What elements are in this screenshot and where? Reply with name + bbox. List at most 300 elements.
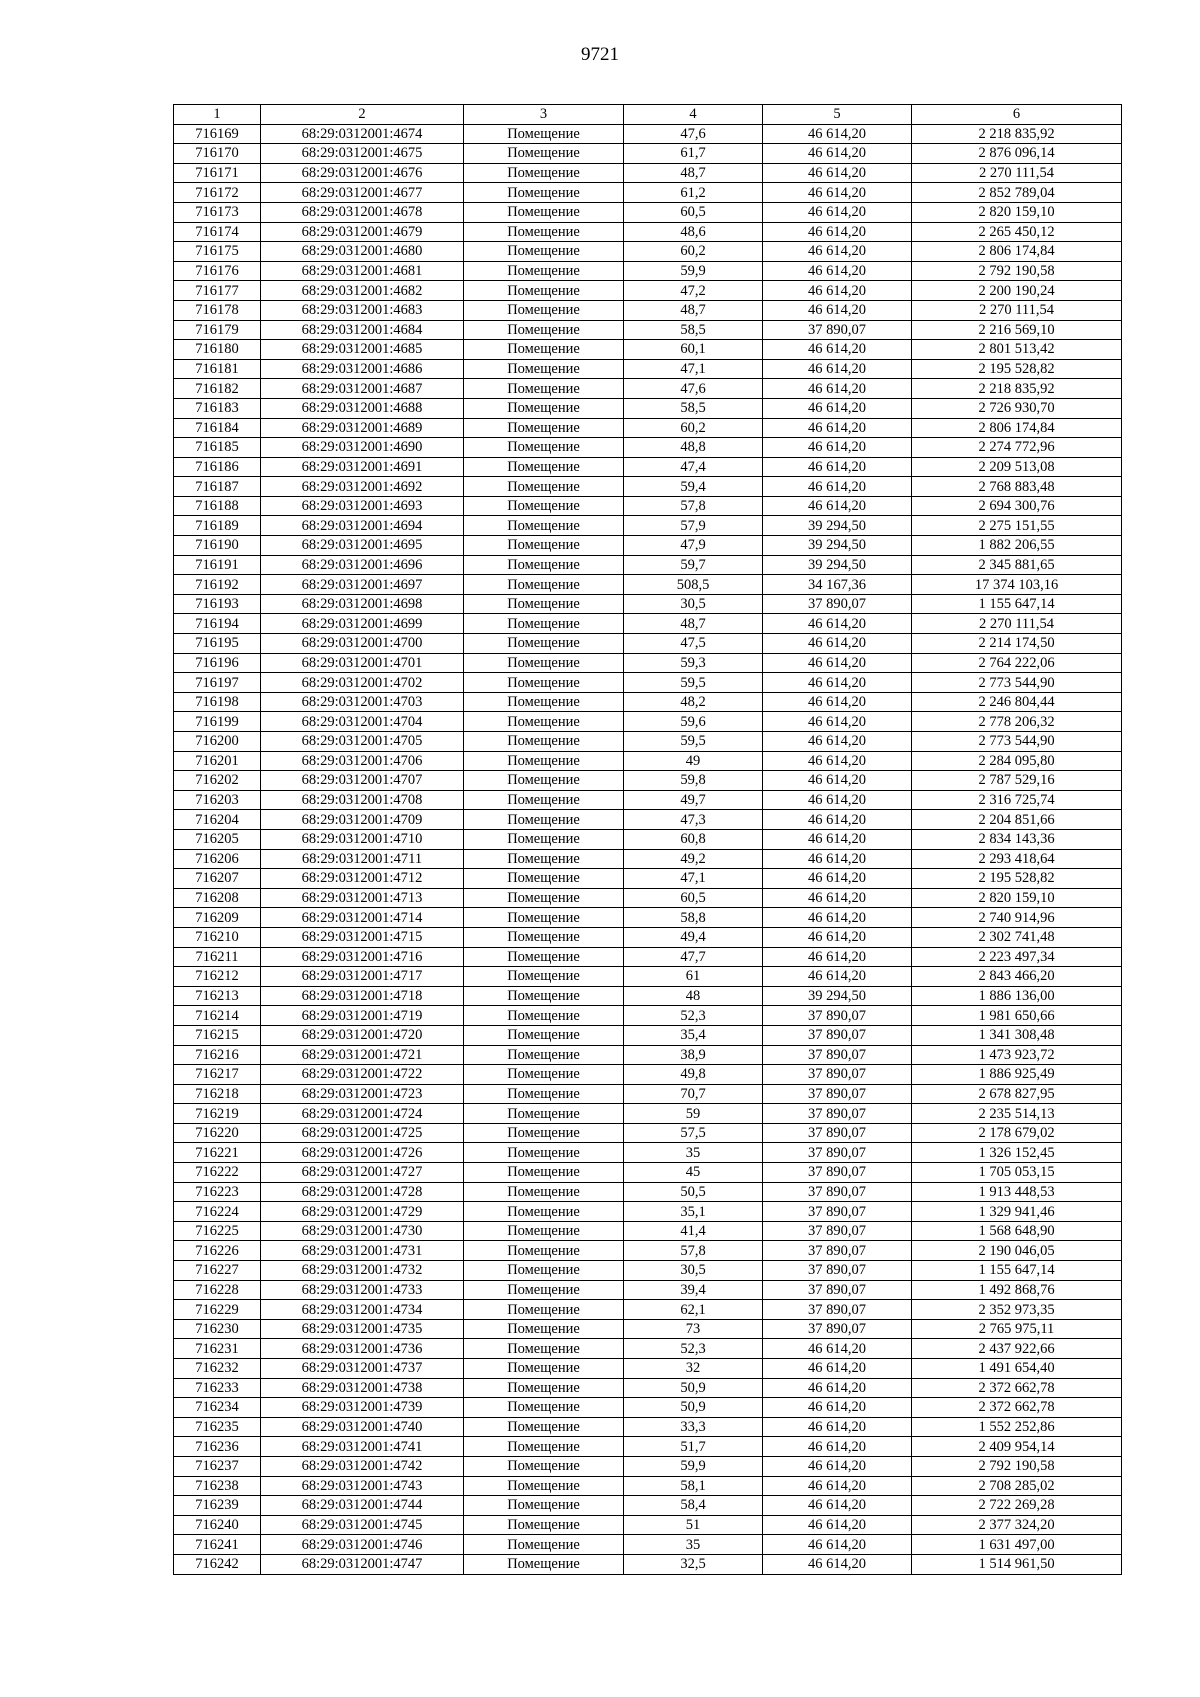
row-number-cell: 716173 <box>174 202 261 222</box>
unit-value-cell: 46 614,20 <box>763 869 912 889</box>
row-number-cell: 716172 <box>174 183 261 203</box>
row-number-cell: 716240 <box>174 1515 261 1535</box>
unit-value-cell: 46 614,20 <box>763 849 912 869</box>
table-row <box>174 438 1122 458</box>
object-type-cell: Помещение <box>464 281 624 301</box>
area-cell: 47,3 <box>624 810 763 830</box>
cadastral-number-cell: 68:29:0312001:4689 <box>261 418 464 438</box>
cadastral-value-cell: 2 372 662,78 <box>912 1398 1122 1418</box>
object-type-cell: Помещение <box>464 634 624 654</box>
cadastral-number-cell: 68:29:0312001:4730 <box>261 1221 464 1241</box>
cadastral-number-cell: 68:29:0312001:4747 <box>261 1554 464 1574</box>
area-cell: 45 <box>624 1163 763 1183</box>
header-row <box>174 105 1122 125</box>
object-type-cell: Помещение <box>464 398 624 418</box>
cadastral-value-cell: 2 409 954,14 <box>912 1437 1122 1457</box>
table-row <box>174 398 1122 418</box>
cadastral-number-cell: 68:29:0312001:4716 <box>261 947 464 967</box>
object-type-cell: Помещение <box>464 1025 624 1045</box>
object-type-cell: Помещение <box>464 927 624 947</box>
table-row <box>174 1065 1122 1085</box>
row-number-cell: 716230 <box>174 1319 261 1339</box>
cadastral-number-cell: 68:29:0312001:4739 <box>261 1398 464 1418</box>
area-cell: 70,7 <box>624 1084 763 1104</box>
cadastral-value-cell: 2 265 450,12 <box>912 222 1122 242</box>
row-number-cell: 716191 <box>174 555 261 575</box>
area-cell: 60,8 <box>624 829 763 849</box>
cadastral-number-cell: 68:29:0312001:4693 <box>261 496 464 516</box>
cadastral-number-cell: 68:29:0312001:4734 <box>261 1300 464 1320</box>
table-row <box>174 1123 1122 1143</box>
cadastral-value-cell: 2 209 513,08 <box>912 457 1122 477</box>
cadastral-number-cell: 68:29:0312001:4704 <box>261 712 464 732</box>
area-cell: 57,9 <box>624 516 763 536</box>
cadastral-value-cell: 1 329 941,46 <box>912 1202 1122 1222</box>
object-type-cell: Помещение <box>464 1319 624 1339</box>
table-row <box>174 1359 1122 1379</box>
unit-value-cell: 46 614,20 <box>763 1417 912 1437</box>
row-number-cell: 716178 <box>174 300 261 320</box>
table-row <box>174 1084 1122 1104</box>
area-cell: 47,9 <box>624 536 763 556</box>
object-type-cell: Помещение <box>464 359 624 379</box>
area-cell: 39,4 <box>624 1280 763 1300</box>
unit-value-cell: 46 614,20 <box>763 1359 912 1379</box>
area-cell: 52,3 <box>624 1006 763 1026</box>
unit-value-cell: 37 890,07 <box>763 1143 912 1163</box>
unit-value-cell: 46 614,20 <box>763 732 912 752</box>
row-number-cell: 716183 <box>174 398 261 418</box>
cadastral-value-cell: 1 882 206,55 <box>912 536 1122 556</box>
unit-value-cell: 39 294,50 <box>763 536 912 556</box>
object-type-cell: Помещение <box>464 438 624 458</box>
cadastral-number-cell: 68:29:0312001:4687 <box>261 379 464 399</box>
object-type-cell: Помещение <box>464 202 624 222</box>
object-type-cell: Помещение <box>464 1261 624 1281</box>
object-type-cell: Помещение <box>464 986 624 1006</box>
unit-value-cell: 46 614,20 <box>763 692 912 712</box>
unit-value-cell: 46 614,20 <box>763 438 912 458</box>
object-type-cell: Помещение <box>464 1554 624 1574</box>
row-number-cell: 716228 <box>174 1280 261 1300</box>
cadastral-number-cell: 68:29:0312001:4728 <box>261 1182 464 1202</box>
row-number-cell: 716193 <box>174 594 261 614</box>
unit-value-cell: 46 614,20 <box>763 1515 912 1535</box>
table-row <box>174 242 1122 262</box>
cadastral-value-cell: 2 834 143,36 <box>912 829 1122 849</box>
object-type-cell: Помещение <box>464 1417 624 1437</box>
table-row <box>174 712 1122 732</box>
row-number-cell: 716227 <box>174 1261 261 1281</box>
unit-value-cell: 37 890,07 <box>763 1006 912 1026</box>
object-type-cell: Помещение <box>464 1437 624 1457</box>
cadastral-value-cell: 2 195 528,82 <box>912 869 1122 889</box>
cadastral-value-cell: 2 765 975,11 <box>912 1319 1122 1339</box>
row-number-cell: 716219 <box>174 1104 261 1124</box>
object-type-cell: Помещение <box>464 692 624 712</box>
area-cell: 47,6 <box>624 124 763 144</box>
object-type-cell: Помещение <box>464 653 624 673</box>
unit-value-cell: 46 614,20 <box>763 927 912 947</box>
object-type-cell: Помещение <box>464 614 624 634</box>
area-cell: 48,7 <box>624 300 763 320</box>
cadastral-value-cell: 1 491 654,40 <box>912 1359 1122 1379</box>
row-number-cell: 716225 <box>174 1221 261 1241</box>
row-number-cell: 716194 <box>174 614 261 634</box>
object-type-cell: Помещение <box>464 967 624 987</box>
unit-value-cell: 37 890,07 <box>763 1163 912 1183</box>
unit-value-cell: 46 614,20 <box>763 300 912 320</box>
area-cell: 59 <box>624 1104 763 1124</box>
area-cell: 48,7 <box>624 163 763 183</box>
unit-value-cell: 46 614,20 <box>763 144 912 164</box>
area-cell: 59,5 <box>624 732 763 752</box>
unit-value-cell: 37 890,07 <box>763 1319 912 1339</box>
area-cell: 47,1 <box>624 359 763 379</box>
cadastral-number-cell: 68:29:0312001:4714 <box>261 908 464 928</box>
area-cell: 47,2 <box>624 281 763 301</box>
row-number-cell: 716169 <box>174 124 261 144</box>
cadastral-value-cell: 1 341 308,48 <box>912 1025 1122 1045</box>
cadastral-number-cell: 68:29:0312001:4707 <box>261 771 464 791</box>
object-type-cell: Помещение <box>464 1515 624 1535</box>
cadastral-value-cell: 2 270 111,54 <box>912 614 1122 634</box>
cadastral-value-cell: 2 740 914,96 <box>912 908 1122 928</box>
cadastral-number-cell: 68:29:0312001:4696 <box>261 555 464 575</box>
table-row <box>174 359 1122 379</box>
unit-value-cell: 37 890,07 <box>763 1025 912 1045</box>
table-row <box>174 1437 1122 1457</box>
unit-value-cell: 46 614,20 <box>763 653 912 673</box>
area-cell: 60,2 <box>624 242 763 262</box>
unit-value-cell: 46 614,20 <box>763 790 912 810</box>
row-number-cell: 716226 <box>174 1241 261 1261</box>
area-cell: 59,6 <box>624 712 763 732</box>
object-type-cell: Помещение <box>464 594 624 614</box>
cadastral-number-cell: 68:29:0312001:4686 <box>261 359 464 379</box>
cadastral-number-cell: 68:29:0312001:4745 <box>261 1515 464 1535</box>
area-cell: 35 <box>624 1143 763 1163</box>
cadastral-number-cell: 68:29:0312001:4738 <box>261 1378 464 1398</box>
cadastral-value-cell: 2 801 513,42 <box>912 340 1122 360</box>
unit-value-cell: 37 890,07 <box>763 1202 912 1222</box>
row-number-cell: 716198 <box>174 692 261 712</box>
row-number-cell: 716197 <box>174 673 261 693</box>
column-header: 2 <box>261 105 464 125</box>
unit-value-cell: 39 294,50 <box>763 986 912 1006</box>
unit-value-cell: 46 614,20 <box>763 1496 912 1516</box>
table-row <box>174 849 1122 869</box>
area-cell: 47,5 <box>624 634 763 654</box>
area-cell: 58,8 <box>624 908 763 928</box>
table-row <box>174 1300 1122 1320</box>
area-cell: 59,9 <box>624 261 763 281</box>
unit-value-cell: 46 614,20 <box>763 967 912 987</box>
cadastral-number-cell: 68:29:0312001:4718 <box>261 986 464 1006</box>
row-number-cell: 716177 <box>174 281 261 301</box>
row-number-cell: 716207 <box>174 869 261 889</box>
object-type-cell: Помещение <box>464 1241 624 1261</box>
object-type-cell: Помещение <box>464 418 624 438</box>
area-cell: 38,9 <box>624 1045 763 1065</box>
cadastral-number-cell: 68:29:0312001:4720 <box>261 1025 464 1045</box>
row-number-cell: 716195 <box>174 634 261 654</box>
cadastral-value-cell: 2 275 151,55 <box>912 516 1122 536</box>
row-number-cell: 716224 <box>174 1202 261 1222</box>
cadastral-number-cell: 68:29:0312001:4677 <box>261 183 464 203</box>
cadastral-number-cell: 68:29:0312001:4688 <box>261 398 464 418</box>
unit-value-cell: 37 890,07 <box>763 1104 912 1124</box>
unit-value-cell: 46 614,20 <box>763 1378 912 1398</box>
cadastral-number-cell: 68:29:0312001:4741 <box>261 1437 464 1457</box>
table-row <box>174 1319 1122 1339</box>
cadastral-value-cell: 1 473 923,72 <box>912 1045 1122 1065</box>
area-cell: 57,8 <box>624 496 763 516</box>
object-type-cell: Помещение <box>464 712 624 732</box>
area-cell: 49,4 <box>624 927 763 947</box>
cadastral-value-cell: 1 705 053,15 <box>912 1163 1122 1183</box>
cadastral-value-cell: 2 792 190,58 <box>912 261 1122 281</box>
area-cell: 49,2 <box>624 849 763 869</box>
cadastral-value-cell: 2 437 922,66 <box>912 1339 1122 1359</box>
column-header: 3 <box>464 105 624 125</box>
row-number-cell: 716174 <box>174 222 261 242</box>
cadastral-number-cell: 68:29:0312001:4676 <box>261 163 464 183</box>
table-row <box>174 869 1122 889</box>
table-row <box>174 810 1122 830</box>
table-row <box>174 1339 1122 1359</box>
table-row <box>174 947 1122 967</box>
unit-value-cell: 37 890,07 <box>763 1261 912 1281</box>
area-cell: 30,5 <box>624 594 763 614</box>
table-row <box>174 1182 1122 1202</box>
row-number-cell: 716187 <box>174 477 261 497</box>
cadastral-value-cell: 17 374 103,16 <box>912 575 1122 595</box>
cadastral-number-cell: 68:29:0312001:4684 <box>261 320 464 340</box>
row-number-cell: 716218 <box>174 1084 261 1104</box>
row-number-cell: 716179 <box>174 320 261 340</box>
object-type-cell: Помещение <box>464 1006 624 1026</box>
row-number-cell: 716201 <box>174 751 261 771</box>
row-number-cell: 716238 <box>174 1476 261 1496</box>
table-row <box>174 751 1122 771</box>
object-type-cell: Помещение <box>464 575 624 595</box>
row-number-cell: 716200 <box>174 732 261 752</box>
object-type-cell: Помещение <box>464 242 624 262</box>
object-type-cell: Помещение <box>464 496 624 516</box>
table-row <box>174 340 1122 360</box>
table-row <box>174 1280 1122 1300</box>
cadastral-number-cell: 68:29:0312001:4695 <box>261 536 464 556</box>
cadastral-number-cell: 68:29:0312001:4694 <box>261 516 464 536</box>
row-number-cell: 716242 <box>174 1554 261 1574</box>
area-cell: 48,8 <box>624 438 763 458</box>
unit-value-cell: 46 614,20 <box>763 712 912 732</box>
row-number-cell: 716220 <box>174 1123 261 1143</box>
table-row <box>174 1476 1122 1496</box>
table-row <box>174 908 1122 928</box>
row-number-cell: 716181 <box>174 359 261 379</box>
object-type-cell: Помещение <box>464 673 624 693</box>
unit-value-cell: 37 890,07 <box>763 320 912 340</box>
object-type-cell: Помещение <box>464 516 624 536</box>
object-type-cell: Помещение <box>464 908 624 928</box>
area-cell: 51,7 <box>624 1437 763 1457</box>
cadastral-number-cell: 68:29:0312001:4743 <box>261 1476 464 1496</box>
row-number-cell: 716176 <box>174 261 261 281</box>
object-type-cell: Помещение <box>464 888 624 908</box>
table-row <box>174 771 1122 791</box>
table-row <box>174 673 1122 693</box>
table-row <box>174 379 1122 399</box>
area-cell: 33,3 <box>624 1417 763 1437</box>
area-cell: 35,4 <box>624 1025 763 1045</box>
row-number-cell: 716170 <box>174 144 261 164</box>
table-row <box>174 1535 1122 1555</box>
table-row <box>174 829 1122 849</box>
object-type-cell: Помещение <box>464 947 624 967</box>
area-cell: 52,3 <box>624 1339 763 1359</box>
cadastral-number-cell: 68:29:0312001:4680 <box>261 242 464 262</box>
unit-value-cell: 46 614,20 <box>763 496 912 516</box>
row-number-cell: 716208 <box>174 888 261 908</box>
cadastral-number-cell: 68:29:0312001:4732 <box>261 1261 464 1281</box>
row-number-cell: 716233 <box>174 1378 261 1398</box>
object-type-cell: Помещение <box>464 379 624 399</box>
area-cell: 508,5 <box>624 575 763 595</box>
unit-value-cell: 37 890,07 <box>763 1221 912 1241</box>
unit-value-cell: 46 614,20 <box>763 183 912 203</box>
cadastral-value-cell: 2 372 662,78 <box>912 1378 1122 1398</box>
unit-value-cell: 37 890,07 <box>763 1123 912 1143</box>
cadastral-number-cell: 68:29:0312001:4697 <box>261 575 464 595</box>
table-row <box>174 1025 1122 1045</box>
table-row <box>174 1554 1122 1574</box>
row-number-cell: 716171 <box>174 163 261 183</box>
row-number-cell: 716184 <box>174 418 261 438</box>
cadastral-value-cell: 2 806 174,84 <box>912 418 1122 438</box>
row-number-cell: 716223 <box>174 1182 261 1202</box>
table-row <box>174 202 1122 222</box>
table-row <box>174 124 1122 144</box>
cadastral-number-cell: 68:29:0312001:4713 <box>261 888 464 908</box>
table-row <box>174 496 1122 516</box>
row-number-cell: 716196 <box>174 653 261 673</box>
row-number-cell: 716203 <box>174 790 261 810</box>
table-row <box>174 594 1122 614</box>
unit-value-cell: 46 614,20 <box>763 379 912 399</box>
area-cell: 58,5 <box>624 398 763 418</box>
row-number-cell: 716205 <box>174 829 261 849</box>
row-number-cell: 716217 <box>174 1065 261 1085</box>
unit-value-cell: 37 890,07 <box>763 594 912 614</box>
unit-value-cell: 46 614,20 <box>763 1476 912 1496</box>
area-cell: 48,7 <box>624 614 763 634</box>
unit-value-cell: 46 614,20 <box>763 908 912 928</box>
unit-value-cell: 46 614,20 <box>763 751 912 771</box>
unit-value-cell: 37 890,07 <box>763 1241 912 1261</box>
area-cell: 59,8 <box>624 771 763 791</box>
unit-value-cell: 46 614,20 <box>763 634 912 654</box>
cadastral-value-cell: 2 787 529,16 <box>912 771 1122 791</box>
area-cell: 60,5 <box>624 888 763 908</box>
cadastral-number-cell: 68:29:0312001:4711 <box>261 849 464 869</box>
cadastral-number-cell: 68:29:0312001:4705 <box>261 732 464 752</box>
row-number-cell: 716188 <box>174 496 261 516</box>
unit-value-cell: 46 614,20 <box>763 242 912 262</box>
column-header: 6 <box>912 105 1122 125</box>
area-cell: 61,2 <box>624 183 763 203</box>
cadastral-value-cell: 2 284 095,80 <box>912 751 1122 771</box>
unit-value-cell: 46 614,20 <box>763 947 912 967</box>
table-row <box>174 1378 1122 1398</box>
table-row <box>174 418 1122 438</box>
cadastral-number-cell: 68:29:0312001:4735 <box>261 1319 464 1339</box>
table-row <box>174 653 1122 673</box>
object-type-cell: Помещение <box>464 1221 624 1241</box>
unit-value-cell: 37 890,07 <box>763 1084 912 1104</box>
cadastral-number-cell: 68:29:0312001:4678 <box>261 202 464 222</box>
page-number: 9721 <box>581 44 619 65</box>
area-cell: 57,5 <box>624 1123 763 1143</box>
unit-value-cell: 46 614,20 <box>763 398 912 418</box>
cadastral-number-cell: 68:29:0312001:4700 <box>261 634 464 654</box>
area-cell: 58,4 <box>624 1496 763 1516</box>
area-cell: 59,3 <box>624 653 763 673</box>
table-header <box>174 105 1122 125</box>
object-type-cell: Помещение <box>464 751 624 771</box>
row-number-cell: 716236 <box>174 1437 261 1457</box>
table-row <box>174 1202 1122 1222</box>
table-row <box>174 1496 1122 1516</box>
cadastral-number-cell: 68:29:0312001:4722 <box>261 1065 464 1085</box>
table-row <box>174 1417 1122 1437</box>
cadastral-value-cell: 2 218 835,92 <box>912 124 1122 144</box>
table-row <box>174 927 1122 947</box>
cadastral-number-cell: 68:29:0312001:4724 <box>261 1104 464 1124</box>
cadastral-value-cell: 2 773 544,90 <box>912 673 1122 693</box>
object-type-cell: Помещение <box>464 1496 624 1516</box>
cadastral-number-cell: 68:29:0312001:4721 <box>261 1045 464 1065</box>
unit-value-cell: 46 614,20 <box>763 359 912 379</box>
cadastral-number-cell: 68:29:0312001:4701 <box>261 653 464 673</box>
row-number-cell: 716204 <box>174 810 261 830</box>
table-row <box>174 555 1122 575</box>
row-number-cell: 716186 <box>174 457 261 477</box>
table-row <box>174 967 1122 987</box>
cadastral-value-cell: 1 492 868,76 <box>912 1280 1122 1300</box>
cadastral-number-cell: 68:29:0312001:4729 <box>261 1202 464 1222</box>
object-type-cell: Помещение <box>464 1280 624 1300</box>
unit-value-cell: 46 614,20 <box>763 1398 912 1418</box>
table-row <box>174 1045 1122 1065</box>
object-type-cell: Помещение <box>464 163 624 183</box>
cadastral-number-cell: 68:29:0312001:4736 <box>261 1339 464 1359</box>
row-number-cell: 716239 <box>174 1496 261 1516</box>
cadastral-value-cell: 2 270 111,54 <box>912 300 1122 320</box>
cadastral-value-cell: 2 768 883,48 <box>912 477 1122 497</box>
unit-value-cell: 37 890,07 <box>763 1300 912 1320</box>
unit-value-cell: 46 614,20 <box>763 1535 912 1555</box>
object-type-cell: Помещение <box>464 477 624 497</box>
table-row <box>174 1261 1122 1281</box>
cadastral-value-cell: 2 204 851,66 <box>912 810 1122 830</box>
row-number-cell: 716229 <box>174 1300 261 1320</box>
object-type-cell: Помещение <box>464 1143 624 1163</box>
object-type-cell: Помещение <box>464 222 624 242</box>
cadastral-value-cell: 1 913 448,53 <box>912 1182 1122 1202</box>
area-cell: 58,5 <box>624 320 763 340</box>
